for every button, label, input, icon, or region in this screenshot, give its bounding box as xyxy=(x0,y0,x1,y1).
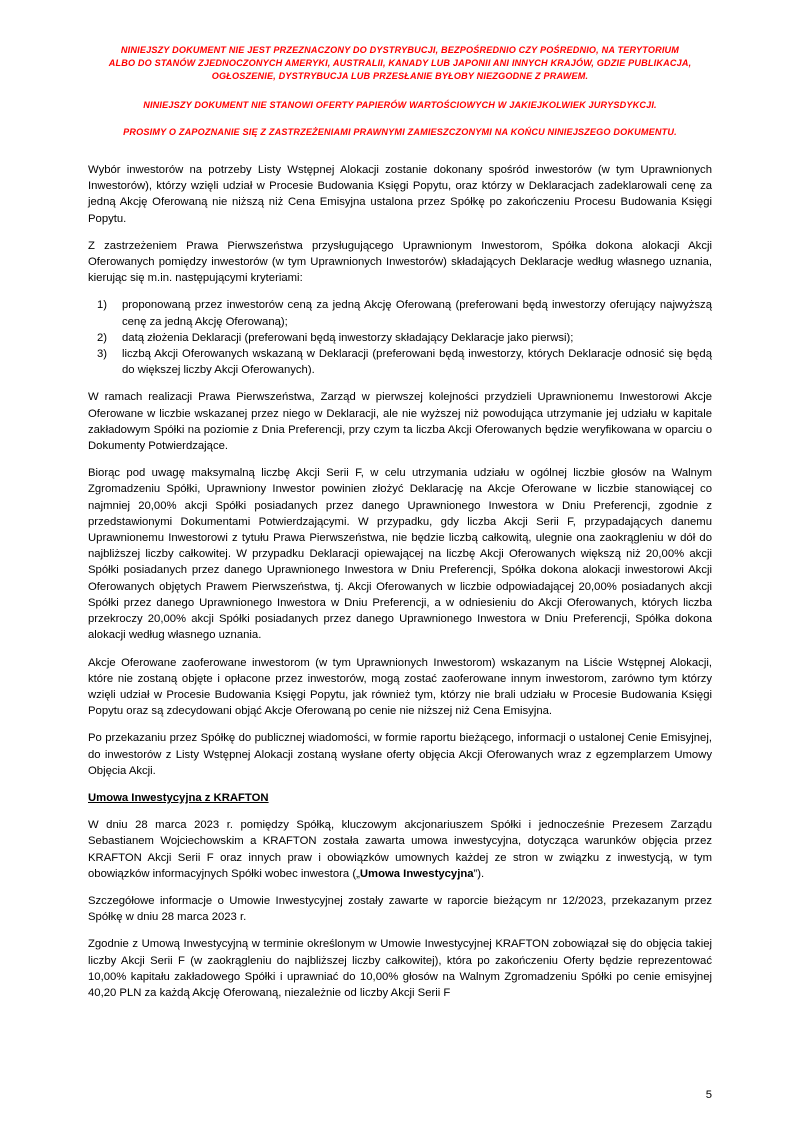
paragraph-allocation-criteria-intro: Z zastrzeżeniem Prawa Pierwszeństwa przysługującego Uprawnionym Inwestorom, Spółka dokona alokacji Akcji Oferowanych pomiędzy inwestorów (w tym Uprawnionych Inwestorów) składających Deklaracje według własnego uznania, kierując się m.in. następującymi kryteriami: xyxy=(88,239,712,285)
list-marker: 1) xyxy=(97,299,108,312)
list-marker: 3) xyxy=(97,348,108,361)
page-title: Umowa Inwestycyjna z KRAFTON xyxy=(88,791,269,804)
list-item-text: proponowaną przez inwestorów ceną za jedną Akcję Oferowaną (preferowani będą inwestorzy oferujący najwyższą cenę za jedną Akcję Oferowaną); xyxy=(122,299,712,328)
paragraph-series-f-threshold: Biorąc pod uwagę maksymalną liczbę Akcji Serii F, w celu utrzymania udziału w ogólnej liczbie głosów na Walnym Zgromadzeniu Spółki, Uprawniony Inwestor powinien złożyć Deklarację na Akcje Oferowane w liczbie stanowiącej co najmniej 20,00% akcji Spółki posiadanych przez danego Uprawnionego Inwestora w Dniu Preferencji, zgodnie z przedstawionymi Dokumentami Potwierdzającymi. W przypadku, gdy liczba Akcji Serii F, przypadających danemu Uprawnionemu Inwestorowi z tytułu Prawa Pierwszeństwa, nie będzie liczbą całkowitą, ulegnie ona zaokrągleniu w dół do najbliższej liczby całkowitej. W przypadku Deklaracji opiewającej na liczbę Akcji Oferowanych większą niż 20,00% akcji Spółki posiadanych przez danego Uprawnionego Inwestora w Dniu Preferencji, Spółka dokona alokacji inwestorowi Akcji Oferowanych objętych Prawem Pierwszeństwa, tj. Akcji Oferowanych w liczbie odpowiadającej 20,00% posiadanych akcji Spółki przez danego Uprawnionego Inwestora w Dniu Preferencji, a w odniesieniu do Akcji Oferowanych, których liczba przekroczy 20,00% akcji Spółki posiadanych przez danego Uprawnionego Inwestora w Dniu Preferencji, Spółka dokona alokacji według własnego uznania. xyxy=(88,467,712,642)
page-number: 5 xyxy=(705,1089,712,1101)
legal-disclaimer-block xyxy=(88,44,712,139)
paragraph-krafton-subscription: Zgodnie z Umową Inwestycyjną w terminie określonym w Umowie Inwestycyjnej KRAFTON zobowiązał się do objęcia takiej liczby Akcji Serii F (w zaokrągleniu do najbliższej liczby całkowitej), która po zakończeniu Oferty będzie reprezentować 10,00% kapitału zakładowego Spółki i uprawniać do 10,00% głosów na Walnym Zgromadzeniu Spółki po cenie emisyjnej 40,20 PLN za każdą Akcję Oferowaną, niezależnie od liczby Akcji Serii F xyxy=(88,938,712,999)
list-item xyxy=(88,330,712,346)
paragraph-text-part2: ”). xyxy=(473,867,485,880)
list-item xyxy=(88,297,712,329)
disclaimer-no-offer: NINIEJSZY DOKUMENT NIE STANOWI OFERTY PAPIERÓW WARTOŚCIOWYCH W JAKIEJKOLWIEK JURYSDYKCJI. xyxy=(143,99,657,110)
paragraph-current-report-reference: Szczegółowe informacje o Umowie Inwestycyjnej zostały zawarte w raporcie bieżącym nr 12/2023, przekazanym przez Spółkę w dniu 28 marca 2023 r. xyxy=(88,894,712,924)
list-item-text: datą złożenia Deklaracji (preferowani będą inwestorzy składający Deklaracje jako pierwsi); xyxy=(122,331,574,344)
disclaimer-line-2: ALBO DO STANÓW ZJEDNOCZONYCH AMERYKI, AUSTRALII, KANADY LUB JAPONII ANI INNYCH KRAJÓW, GDZIE PUBLIKACJA, xyxy=(108,58,692,69)
paragraph-preemptive-right: W ramach realizacji Prawa Pierwszeństwa, Zarząd w pierwszej kolejności przydzieli Uprawnionemu Inwestorowi Akcje Oferowane w liczbie wskazanej przez niego w Deklaracji, ale nie wyższej niż powodująca utrzymanie jej udziału w kapitale zakładowym Spółki na poziomie z Dnia Preferencji, przy czym ta liczba Akcji Oferowanych będzie weryfikowana w oparciu o Dokumenty Potwierdzające. xyxy=(88,391,712,453)
page-content xyxy=(88,44,712,1012)
list-item xyxy=(88,346,712,378)
disclaimer-line-1: NINIEJSZY DOKUMENT NIE JEST PRZEZNACZONY DO DYSTRYBUCJI, BEZPOŚREDNIO CZY POŚREDNIO, NA TERYTORIUM xyxy=(120,45,680,55)
paragraph-investor-selection: Wybór inwestorów na potrzeby Listy Wstępnej Alokacji zostanie dokonany spośród inwestorów (w tym Uprawnionych Inwestorów), którzy wzięli udział w Procesie Budowania Księgi Popytu, oraz którzy w Deklaracjach zadeklarowali cenę za jedną Akcję Oferowaną nie niższą niż Cena Emisyjna ustalona przez Spółkę po zakończeniu Procesu Budowania Księgi Popytu. xyxy=(88,164,712,225)
paragraph-issue-price-notice: Po przekazaniu przez Spółkę do publicznej wiadomości, w formie raportu bieżącego, informacji o ustalonej Cenie Emisyjnej, do inwestorów z Listy Wstępnej Alokacji zostaną wysłane oferty objęcia Akcji Oferowanych wraz z egzemplarzem Umowy Objęcia Akcji. xyxy=(88,732,712,777)
list-marker: 2) xyxy=(97,331,108,344)
paragraph-text-part1: W dniu 28 marca 2023 r. pomiędzy Spółką, kluczowym akcjonariuszem Spółki i jednocześnie Prezesem Zarządu Sebastianem Wojciechowskim a KRAFTON została zawarta umowa inwestycyjna, dotycząca warunków objęcia przez KRAFTON Akcji Serii F oraz innych praw i obowiązków umownych każdej ze stron w związku z inwestycją, w tym obowiązków informacyjnych Spółki wobec inwestora („ xyxy=(88,819,712,880)
disclaimer-line-3: OGŁOSZENIE, DYSTRYBUCJA LUB PRZESŁANIE BYŁOBY NIEZGODNE Z PRAWEM. xyxy=(211,71,589,82)
paragraph-investment-agreement xyxy=(88,817,712,882)
disclaimer-read-legal-notes: PROSIMY O ZAPOZNANIE SIĘ Z ZASTRZEŻENIAMI PRAWNYMI ZAMIESZCZONYMI NA KOŃCU NINIEJSZEGO DOKUMENTU. xyxy=(123,126,677,137)
defined-term-investment-agreement: Umowa Inwestycyjna xyxy=(359,867,474,880)
document-body xyxy=(88,162,712,1001)
list-item-text: liczbą Akcji Oferowanych wskazaną w Deklaracji (preferowani będą inwestorzy, których Deklaracje odnosić się będą do większej liczby Akcji Oferowanych). xyxy=(122,348,712,377)
paragraph-unsubscribed-shares: Akcje Oferowane zaoferowane inwestorom (w tym Uprawnionych Inwestorom) wskazanym na Liście Wstępnej Alokacji, które nie zostaną objęte i opłacone przez inwestorów, mogą zostać zaoferowane innym inwestorom, zarówno tym którzy wzięli udział w Procesie Budowania Księgi Popytu, jak również tym, którzy nie brali udziału w Procesie Budowania Księgi Popytu oraz są zdecydowani objąć Akcje Oferowaną po cenie nie niższej niż Cena Emisyjna. xyxy=(88,656,712,718)
criteria-list xyxy=(88,297,712,378)
